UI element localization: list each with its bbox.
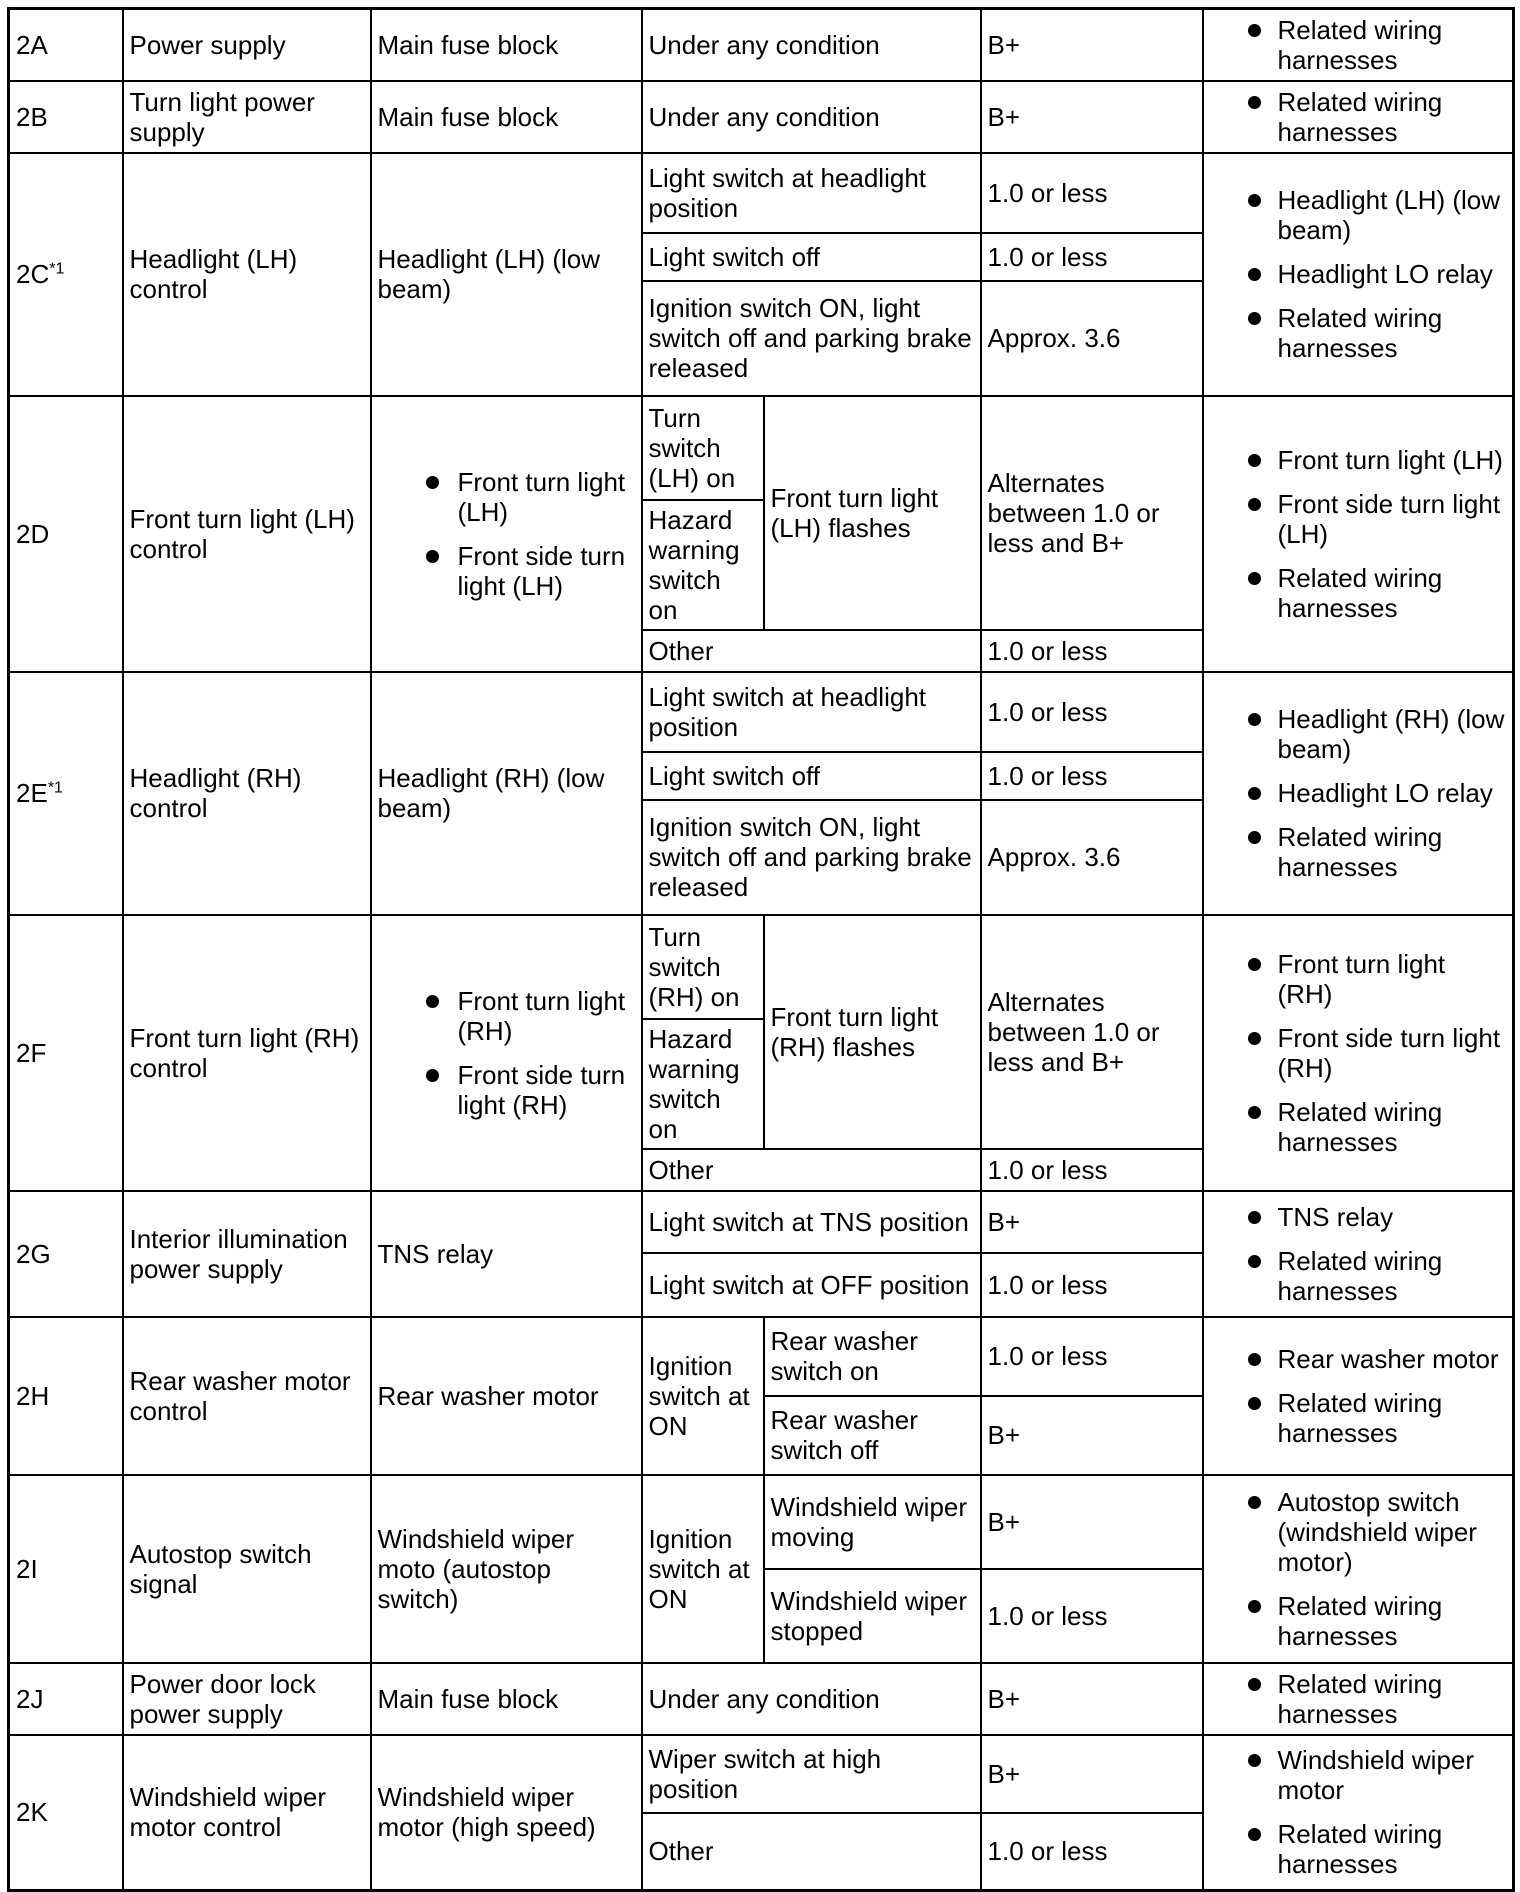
check-item: Related wiring harnesses	[1210, 1591, 1507, 1651]
check-item: Rear washer motor	[1210, 1344, 1507, 1374]
load-cell	[371, 915, 642, 1191]
value-cell: 1.0 or less	[981, 1317, 1203, 1396]
check-cell	[1203, 9, 1514, 81]
check-item: TNS relay	[1210, 1202, 1507, 1232]
switch-condition-cell: Turn switch (RH) on	[642, 915, 764, 1019]
value-cell: 1.0 or less	[981, 752, 1203, 800]
load-item: Front side turn light (LH)	[378, 541, 635, 601]
bullet-icon	[426, 1069, 439, 1082]
condition-cell: Light switch at headlight position	[642, 672, 981, 752]
bullet-icon	[1248, 713, 1261, 726]
terminal-cell: 2D	[9, 396, 123, 672]
check-cell	[1203, 396, 1514, 672]
load-cell: TNS relay	[371, 1191, 642, 1317]
check-item: Related wiring harnesses	[1210, 15, 1507, 75]
table-row	[9, 9, 1514, 81]
value-cell: 1.0 or less	[981, 153, 1203, 233]
check-item: Related wiring harnesses	[1210, 1819, 1507, 1879]
terminal-cell: 2F	[9, 915, 123, 1191]
value-cell: 1.0 or less	[981, 1253, 1203, 1317]
terminal-cell: $2E^{*1}$	[9, 672, 123, 915]
value-cell: 1.0 or less	[981, 1149, 1203, 1191]
check-item: Related wiring harnesses	[1210, 822, 1507, 882]
load-cell: Main fuse block	[371, 81, 642, 153]
load-cell: Main fuse block	[371, 9, 642, 81]
check-item: Related wiring harnesses	[1210, 1388, 1507, 1448]
check-cell	[1203, 1317, 1514, 1475]
check-cell	[1203, 1663, 1514, 1735]
condition-cell: Other	[642, 630, 981, 672]
check-item: Headlight (RH) (low beam)	[1210, 704, 1507, 764]
description-cell: Front turn light (LH) control	[123, 396, 371, 672]
state-cell: Front turn light (RH) flashes	[764, 915, 981, 1149]
bullet-icon	[1248, 1255, 1261, 1268]
description-cell: Autostop switch signal	[123, 1475, 371, 1663]
bullet-icon	[1248, 1828, 1261, 1841]
load-item: Front turn light (RH)	[378, 986, 635, 1046]
value-cell: Alternates between 1.0 or less and B+	[981, 396, 1203, 630]
check-item: Related wiring harnesses	[1210, 1246, 1507, 1306]
switch-condition-cell: Hazard warning switch on	[642, 500, 764, 630]
bullet-icon	[1248, 194, 1261, 207]
load-cell: Windshield wiper motor (high speed)	[371, 1735, 642, 1891]
load-cell	[371, 396, 642, 672]
table-row	[9, 672, 1514, 752]
condition-cell: Ignition switch at ON	[642, 1317, 764, 1475]
check-item: Headlight LO relay	[1210, 778, 1507, 808]
load-item: Front side turn light (RH)	[378, 1060, 635, 1120]
terminal-cell: 2B	[9, 81, 123, 153]
bullet-icon	[1248, 268, 1261, 281]
bullet-icon	[1248, 312, 1261, 325]
bullet-icon	[1248, 96, 1261, 109]
table-row	[9, 153, 1514, 233]
check-item: Front turn light (LH)	[1210, 445, 1507, 475]
terminal-cell: 2K	[9, 1735, 123, 1891]
bullet-icon	[1248, 1678, 1261, 1691]
condition-cell: Other	[642, 1813, 981, 1891]
value-cell: 1.0 or less	[981, 672, 1203, 752]
table-row	[9, 1475, 1514, 1569]
description-cell: Interior illumination power supply	[123, 1191, 371, 1317]
sub-condition-cell: Windshield wiper stopped	[764, 1569, 981, 1663]
check-cell	[1203, 1475, 1514, 1663]
bullet-icon	[1248, 498, 1261, 511]
load-item: Front turn light (LH)	[378, 467, 635, 527]
load-cell: Rear washer motor	[371, 1317, 642, 1475]
load-cell: Main fuse block	[371, 1663, 642, 1735]
bullet-icon	[1248, 1600, 1261, 1613]
table-row	[9, 915, 1514, 1019]
condition-cell: Ignition switch at ON	[642, 1475, 764, 1663]
check-cell	[1203, 81, 1514, 153]
terminal-cell: 2A	[9, 9, 123, 81]
bullet-icon	[1248, 1106, 1261, 1119]
condition-cell: Light switch at TNS position	[642, 1191, 981, 1253]
terminal-voltage-table	[7, 7, 1515, 1892]
check-cell	[1203, 1191, 1514, 1317]
check-cell	[1203, 153, 1514, 396]
bullet-icon	[1248, 24, 1261, 37]
terminal-cell: 2I	[9, 1475, 123, 1663]
check-item: Front turn light (RH)	[1210, 949, 1507, 1009]
description-cell: Headlight (RH) control	[123, 672, 371, 915]
sub-condition-cell: Windshield wiper moving	[764, 1475, 981, 1569]
description-cell: Turn light power supply	[123, 81, 371, 153]
value-cell: B+	[981, 1191, 1203, 1253]
description-cell: Front turn light (RH) control	[123, 915, 371, 1191]
bullet-icon	[1248, 787, 1261, 800]
bullet-icon	[1248, 572, 1261, 585]
table-row	[9, 396, 1514, 500]
terminal-cell: $2C^{*1}$	[9, 153, 123, 396]
terminal-cell: 2J	[9, 1663, 123, 1735]
check-item: Related wiring harnesses	[1210, 1669, 1507, 1729]
table-row	[9, 81, 1514, 153]
table-row	[9, 1191, 1514, 1253]
value-cell: Approx. 3.6	[981, 281, 1203, 396]
value-cell: B+	[981, 1663, 1203, 1735]
condition-cell: Light switch at headlight position	[642, 153, 981, 233]
check-cell	[1203, 1735, 1514, 1891]
check-item: Front side turn light (LH)	[1210, 489, 1507, 549]
description-cell: Headlight (LH) control	[123, 153, 371, 396]
check-item: Windshield wiper motor	[1210, 1745, 1507, 1805]
check-cell	[1203, 672, 1514, 915]
terminal-cell: 2H	[9, 1317, 123, 1475]
check-item: Front side turn light (RH)	[1210, 1023, 1507, 1083]
bullet-icon	[426, 550, 439, 563]
switch-condition-cell: Turn switch (LH) on	[642, 396, 764, 500]
bullet-icon	[426, 995, 439, 1008]
state-cell: Front turn light (LH) flashes	[764, 396, 981, 630]
bullet-icon	[1248, 1754, 1261, 1767]
check-item: Headlight LO relay	[1210, 259, 1507, 289]
description-cell: Power supply	[123, 9, 371, 81]
table-row	[9, 1317, 1514, 1396]
sub-condition-cell: Rear washer switch on	[764, 1317, 981, 1396]
value-cell: Approx. 3.6	[981, 800, 1203, 915]
bullet-icon	[426, 476, 439, 489]
condition-cell: Other	[642, 1149, 981, 1191]
description-cell: Rear washer motor control	[123, 1317, 371, 1475]
condition-cell: Under any condition	[642, 81, 981, 153]
check-item: Related wiring harnesses	[1210, 303, 1507, 363]
bullet-icon	[1248, 1211, 1261, 1224]
condition-cell: Light switch at OFF position	[642, 1253, 981, 1317]
check-item: Autostop switch (windshield wiper motor)	[1210, 1487, 1507, 1577]
condition-cell: Wiper switch at high position	[642, 1735, 981, 1813]
value-cell: 1.0 or less	[981, 630, 1203, 672]
check-item: Related wiring harnesses	[1210, 87, 1507, 147]
condition-cell: Ignition switch ON, light switch off and parking brake released	[642, 800, 981, 915]
value-cell: B+	[981, 1735, 1203, 1813]
condition-cell: Under any condition	[642, 9, 981, 81]
bullet-icon	[1248, 1032, 1261, 1045]
condition-cell: Light switch off	[642, 752, 981, 800]
load-cell: Headlight (LH) (low beam)	[371, 153, 642, 396]
condition-cell: Light switch off	[642, 233, 981, 281]
check-cell	[1203, 915, 1514, 1191]
load-cell: Windshield wiper moto (autostop switch)	[371, 1475, 642, 1663]
sub-condition-cell: Rear washer switch off	[764, 1396, 981, 1475]
load-cell: Headlight (RH) (low beam)	[371, 672, 642, 915]
bullet-icon	[1248, 1353, 1261, 1366]
table-row	[9, 1735, 1514, 1813]
value-cell: B+	[981, 1475, 1203, 1569]
bullet-icon	[1248, 1397, 1261, 1410]
description-cell: Power door lock power supply	[123, 1663, 371, 1735]
bullet-icon	[1248, 831, 1261, 844]
check-item: Headlight (LH) (low beam)	[1210, 185, 1507, 245]
bullet-icon	[1248, 454, 1261, 467]
check-item: Related wiring harnesses	[1210, 1097, 1507, 1157]
value-cell: 1.0 or less	[981, 233, 1203, 281]
value-cell: 1.0 or less	[981, 1813, 1203, 1891]
value-cell: B+	[981, 1396, 1203, 1475]
condition-cell: Under any condition	[642, 1663, 981, 1735]
check-item: Related wiring harnesses	[1210, 563, 1507, 623]
switch-condition-cell: Hazard warning switch on	[642, 1019, 764, 1149]
terminal-cell: 2G	[9, 1191, 123, 1317]
value-cell: B+	[981, 9, 1203, 81]
value-cell: 1.0 or less	[981, 1569, 1203, 1663]
condition-cell: Ignition switch ON, light switch off and parking brake released	[642, 281, 981, 396]
bullet-icon	[1248, 1496, 1261, 1509]
value-cell: Alternates between 1.0 or less and B+	[981, 915, 1203, 1149]
description-cell: Windshield wiper motor control	[123, 1735, 371, 1891]
table-row	[9, 1663, 1514, 1735]
bullet-icon	[1248, 958, 1261, 971]
value-cell: B+	[981, 81, 1203, 153]
